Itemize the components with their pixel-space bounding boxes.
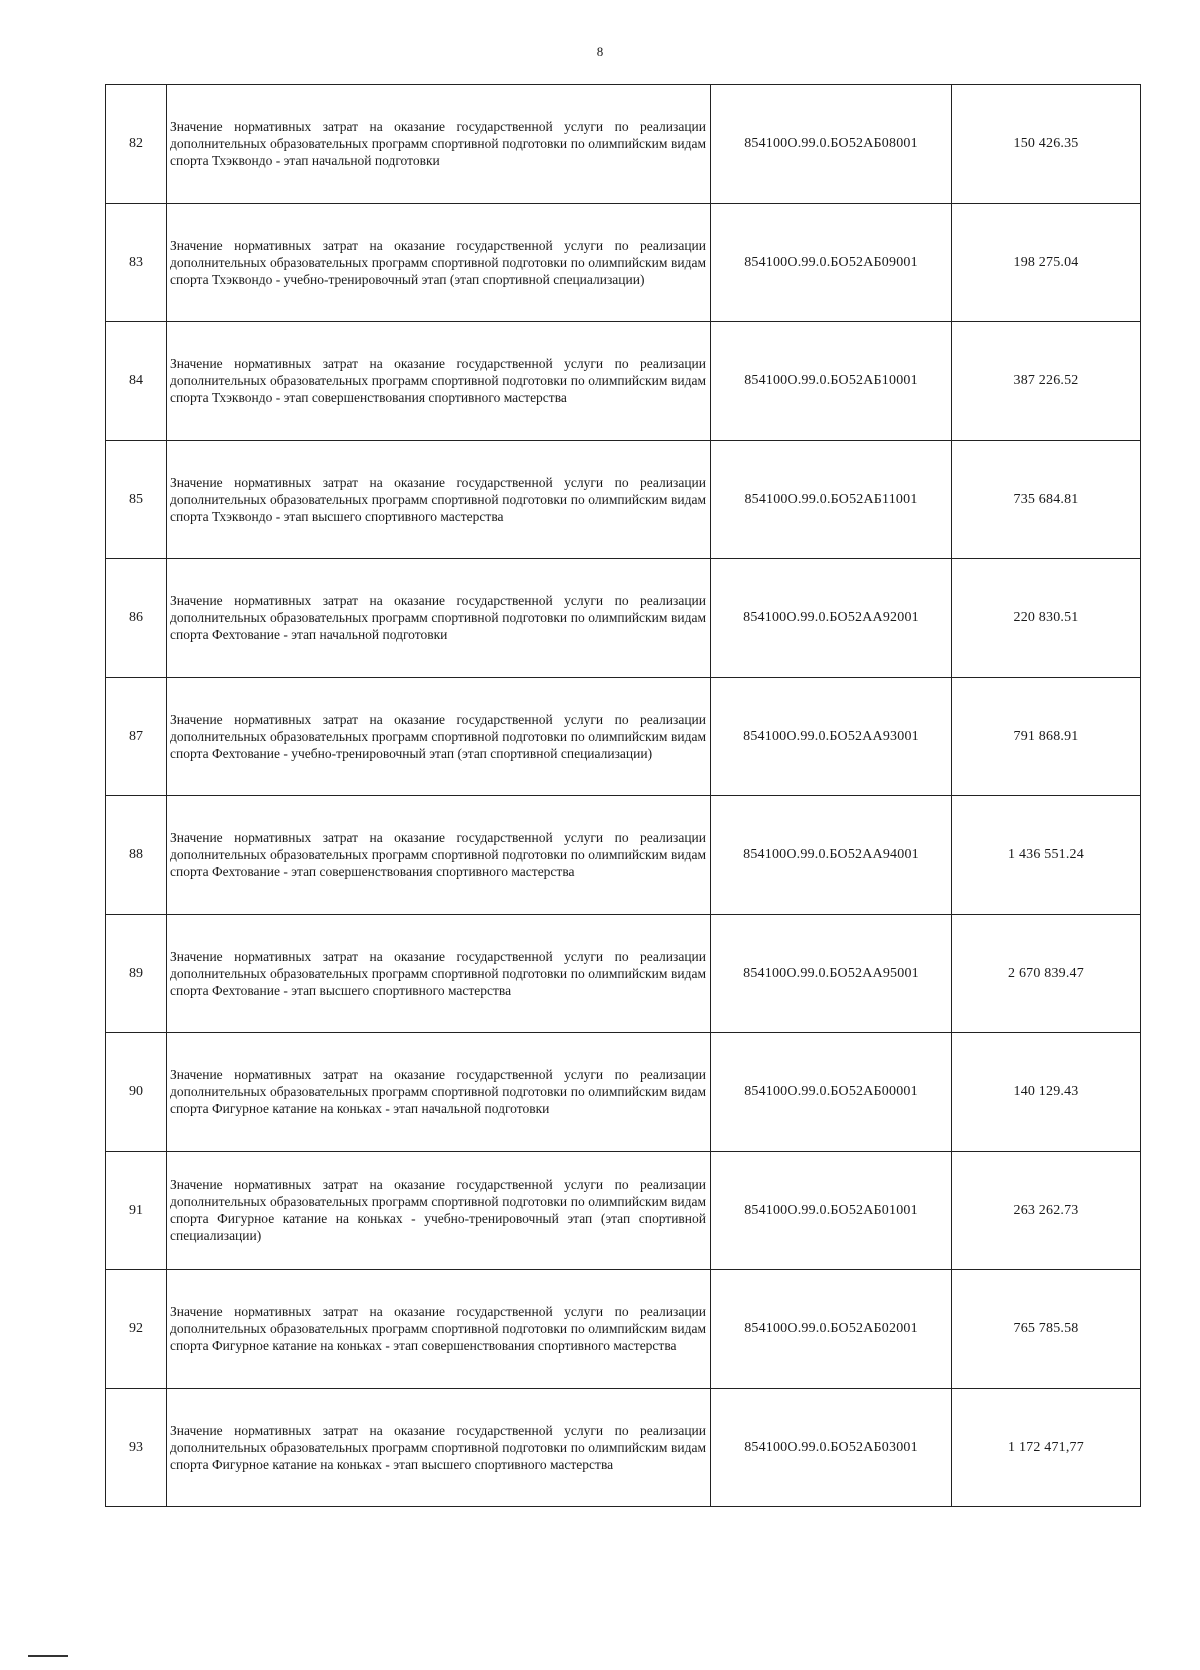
row-description-cell bbox=[167, 203, 711, 322]
row-number: 83 bbox=[129, 254, 143, 270]
row-description: Значение нормативных затрат на оказание государственной услуги по реализации дополнительных образовательных программ спортивной подготовки по олимпийским видам спорта Тхэквондо - этап начальной подготовки bbox=[170, 119, 706, 169]
row-number: 90 bbox=[129, 1084, 143, 1100]
row-description: Значение нормативных затрат на оказание государственной услуги по реализации дополнительных образовательных программ спортивной подготовки по олимпийским видам спорта Фехтование - учебно-тренировочный этап (этап спортивной специализации) bbox=[170, 711, 706, 761]
row-value-cell bbox=[952, 1033, 1141, 1152]
row-code: 854100О.99.0.БО52АБ00001 bbox=[744, 1084, 918, 1100]
row-number: 93 bbox=[129, 1439, 143, 1455]
row-value-cell bbox=[952, 1388, 1141, 1507]
row-value-cell bbox=[952, 559, 1141, 678]
row-number: 92 bbox=[129, 1321, 143, 1337]
row-description-cell bbox=[167, 1270, 711, 1389]
row-number: 88 bbox=[129, 847, 143, 863]
row-value: 263 262.73 bbox=[1013, 1202, 1079, 1218]
row-number: 85 bbox=[129, 491, 143, 507]
table-row bbox=[106, 796, 1141, 915]
row-value-cell bbox=[952, 1270, 1141, 1389]
row-value: 765 785.58 bbox=[1013, 1321, 1079, 1337]
row-description-cell bbox=[167, 1151, 711, 1270]
row-code-cell bbox=[711, 677, 952, 796]
row-number-cell bbox=[106, 85, 167, 204]
row-value-cell bbox=[952, 796, 1141, 915]
row-number-cell bbox=[106, 1270, 167, 1389]
row-code-cell bbox=[711, 440, 952, 559]
row-value-cell bbox=[952, 440, 1141, 559]
row-description: Значение нормативных затрат на оказание государственной услуги по реализации дополнительных образовательных программ спортивной подготовки по олимпийским видам спорта Фехтование - этап начальной подготовки bbox=[170, 593, 706, 643]
norm-costs-table bbox=[105, 84, 1141, 1507]
row-value: 140 129.43 bbox=[1013, 1084, 1079, 1100]
table-row bbox=[106, 677, 1141, 796]
row-description: Значение нормативных затрат на оказание государственной услуги по реализации дополнительных образовательных программ спортивной подготовки по олимпийским видам спорта Тхэквондо - этап высшего спортивного мастерства bbox=[170, 474, 706, 524]
row-number: 86 bbox=[129, 610, 143, 626]
table-row bbox=[106, 1151, 1141, 1270]
table-row bbox=[106, 203, 1141, 322]
row-code: 854100О.99.0.БО52АБ01001 bbox=[744, 1202, 918, 1218]
row-code: 854100О.99.0.БО52АА95001 bbox=[743, 965, 919, 981]
row-number-cell bbox=[106, 559, 167, 678]
row-code-cell bbox=[711, 1388, 952, 1507]
row-value: 1 436 551.24 bbox=[1008, 847, 1084, 863]
row-number-cell bbox=[106, 1151, 167, 1270]
row-number-cell bbox=[106, 440, 167, 559]
row-description: Значение нормативных затрат на оказание государственной услуги по реализации дополнительных образовательных программ спортивной подготовки по олимпийским видам спорта Фигурное катание на коньках - этап совершенствования спортивного мастерства bbox=[170, 1304, 706, 1354]
row-description: Значение нормативных затрат на оказание государственной услуги по реализации дополнительных образовательных программ спортивной подготовки по олимпийским видам спорта Фигурное катание на коньках - этап высшего спортивного мастерства bbox=[170, 1422, 706, 1472]
row-value: 791 868.91 bbox=[1013, 728, 1079, 744]
table-row bbox=[106, 440, 1141, 559]
row-description: Значение нормативных затрат на оказание государственной услуги по реализации дополнительных образовательных программ спортивной подготовки по олимпийским видам спорта Фигурное катание на коньках - учебно-тренировочный этап (этап спортивной специализации) bbox=[170, 1177, 706, 1244]
row-number: 82 bbox=[129, 136, 143, 152]
row-code-cell bbox=[711, 914, 952, 1033]
row-number-cell bbox=[106, 203, 167, 322]
row-description-cell bbox=[167, 440, 711, 559]
row-description-cell bbox=[167, 85, 711, 204]
row-description-cell bbox=[167, 914, 711, 1033]
row-code: 854100О.99.0.БО52АБ03001 bbox=[744, 1439, 918, 1455]
table-row bbox=[106, 1270, 1141, 1389]
row-description: Значение нормативных затрат на оказание государственной услуги по реализации дополнительных образовательных программ спортивной подготовки по олимпийским видам спорта Фехтование - этап высшего спортивного мастерства bbox=[170, 948, 706, 998]
row-code-cell bbox=[711, 203, 952, 322]
row-value-cell bbox=[952, 677, 1141, 796]
table-row bbox=[106, 322, 1141, 441]
row-description-cell bbox=[167, 1388, 711, 1507]
row-number-cell bbox=[106, 1033, 167, 1152]
row-number: 89 bbox=[129, 965, 143, 981]
row-value-cell bbox=[952, 914, 1141, 1033]
row-code-cell bbox=[711, 1270, 952, 1389]
page-number: 8 bbox=[596, 44, 604, 59]
row-code: 854100О.99.0.БО52АБ08001 bbox=[744, 136, 918, 152]
row-value: 150 426.35 bbox=[1013, 136, 1079, 152]
row-value: 2 670 839.47 bbox=[1008, 965, 1084, 981]
row-number-cell bbox=[106, 322, 167, 441]
table-row bbox=[106, 559, 1141, 678]
row-value-cell bbox=[952, 322, 1141, 441]
table-row bbox=[106, 1388, 1141, 1507]
row-value: 735 684.81 bbox=[1013, 491, 1079, 507]
row-code: 854100О.99.0.БО52АА94001 bbox=[743, 847, 919, 863]
row-code-cell bbox=[711, 322, 952, 441]
row-number-cell bbox=[106, 1388, 167, 1507]
row-value: 1 172 471,77 bbox=[1008, 1439, 1084, 1455]
row-description: Значение нормативных затрат на оказание государственной услуги по реализации дополнительных образовательных программ спортивной подготовки по олимпийским видам спорта Фигурное катание на коньках - этап начальной подготовки bbox=[170, 1067, 706, 1117]
row-value: 198 275.04 bbox=[1013, 254, 1079, 270]
row-code: 854100О.99.0.БО52АБ09001 bbox=[744, 254, 918, 270]
row-description-cell bbox=[167, 796, 711, 915]
row-description-cell bbox=[167, 1033, 711, 1152]
row-code-cell bbox=[711, 796, 952, 915]
scan-artifact-line bbox=[28, 1655, 68, 1657]
row-code: 854100О.99.0.БО52АА93001 bbox=[743, 728, 919, 744]
row-code-cell bbox=[711, 559, 952, 678]
row-code-cell bbox=[711, 1151, 952, 1270]
row-code: 854100О.99.0.БО52АБ11001 bbox=[744, 491, 918, 507]
row-number: 87 bbox=[129, 728, 143, 744]
row-value-cell bbox=[952, 203, 1141, 322]
row-number-cell bbox=[106, 914, 167, 1033]
table-row bbox=[106, 85, 1141, 204]
row-number-cell bbox=[106, 677, 167, 796]
row-description: Значение нормативных затрат на оказание государственной услуги по реализации дополнительных образовательных программ спортивной подготовки по олимпийским видам спорта Тхэквондо - учебно-тренировочный этап (этап спортивной специализации) bbox=[170, 237, 706, 287]
row-value: 220 830.51 bbox=[1013, 610, 1079, 626]
row-number: 91 bbox=[129, 1202, 143, 1218]
row-value-cell bbox=[952, 85, 1141, 204]
row-code: 854100О.99.0.БО52АБ10001 bbox=[744, 373, 918, 389]
row-description: Значение нормативных затрат на оказание государственной услуги по реализации дополнительных образовательных программ спортивной подготовки по олимпийским видам спорта Фехтование - этап совершенствования спортивного мастерства bbox=[170, 830, 706, 880]
row-value: 387 226.52 bbox=[1013, 373, 1079, 389]
row-description-cell bbox=[167, 677, 711, 796]
row-code-cell bbox=[711, 1033, 952, 1152]
row-code-cell bbox=[711, 85, 952, 204]
table-row bbox=[106, 1033, 1141, 1152]
row-number-cell bbox=[106, 796, 167, 915]
row-description: Значение нормативных затрат на оказание государственной услуги по реализации дополнительных образовательных программ спортивной подготовки по олимпийским видам спорта Тхэквондо - этап совершенствования спортивного мастерства bbox=[170, 356, 706, 406]
row-value-cell bbox=[952, 1151, 1141, 1270]
row-number: 84 bbox=[129, 373, 143, 389]
row-code: 854100О.99.0.БО52АБ02001 bbox=[744, 1321, 918, 1337]
row-description-cell bbox=[167, 322, 711, 441]
row-description-cell bbox=[167, 559, 711, 678]
table-row bbox=[106, 914, 1141, 1033]
row-code: 854100О.99.0.БО52АА92001 bbox=[743, 610, 919, 626]
